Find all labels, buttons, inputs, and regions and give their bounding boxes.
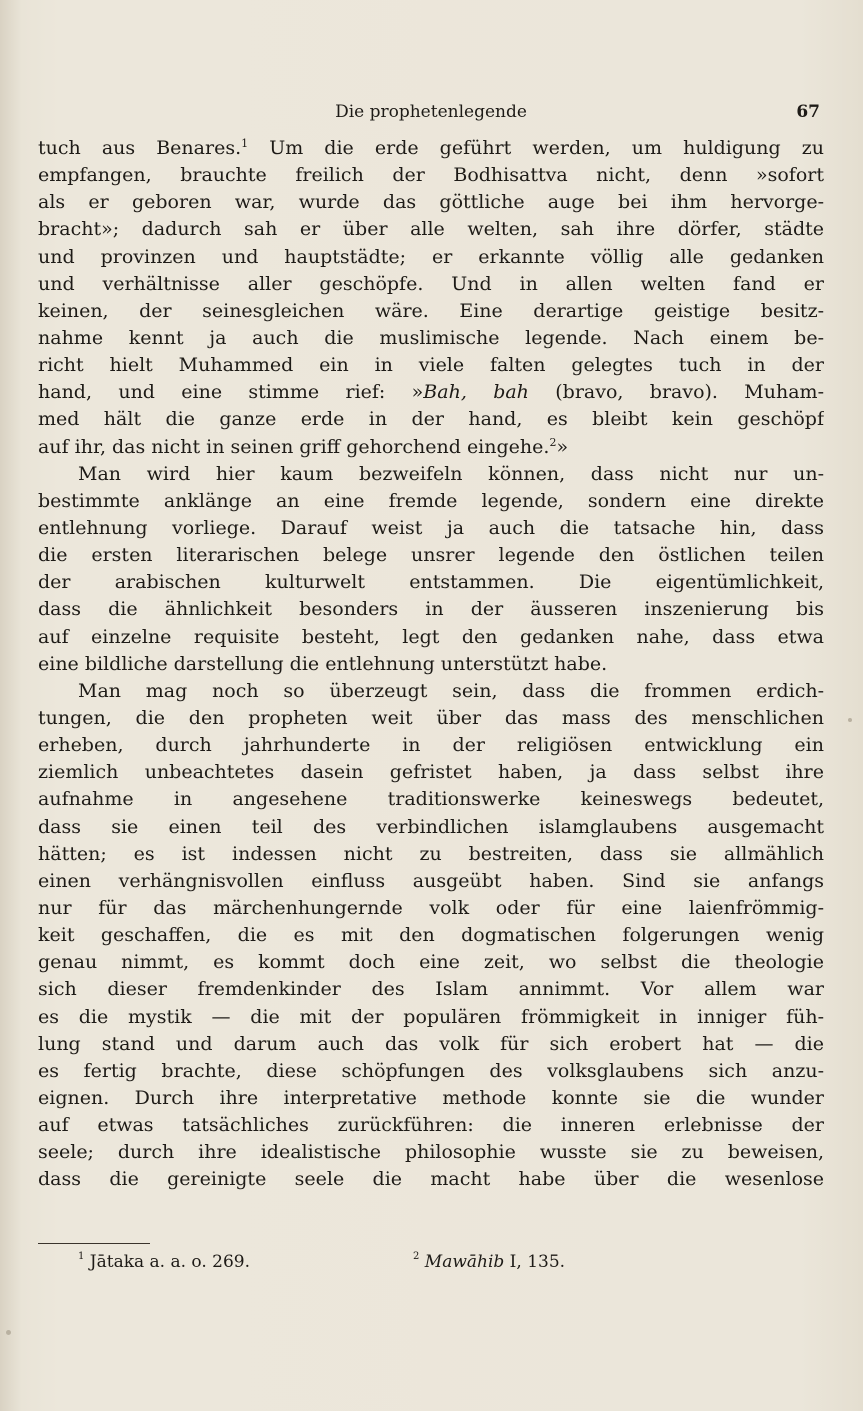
text-line: keit geschaffen, die es mit den dogmatischen folgerungen wenig xyxy=(38,924,824,947)
text-line: auf ihr, das nicht in seinen griff gehorchend eingehe.$^2$» xyxy=(38,435,569,458)
text-line: hand, und eine stimme rief: »Bah, bah (bravo, bravo). Muham- xyxy=(38,381,824,404)
footnote-ref-1: 1 xyxy=(241,137,249,150)
page-number: 67 xyxy=(796,102,820,122)
paper-speck xyxy=(848,718,852,722)
text-line: genau nimmt, es kommt doch eine zeit, wo selbst die theologie xyxy=(38,951,824,974)
text-line: eignen. Durch ihre interpretative methode konnte sie die wunder xyxy=(38,1086,824,1109)
text-line: bestimmte anklänge an eine fremde legende, sondern eine direkte xyxy=(38,489,824,512)
text-line: hätten; es ist indessen nicht zu bestreiten, dass sie allmählich xyxy=(38,842,824,865)
text-line: nur für das märchenhungernde volk oder für eine laienfrömmig- xyxy=(38,896,824,919)
text-line: eine bildliche darstellung die entlehnung unterstützt habe. xyxy=(38,652,608,675)
text-line: med hält die ganze erde in der hand, es bleibt kein geschöpf xyxy=(38,408,824,431)
text-line: als er geboren war, wurde das göttliche auge bei ihm hervorge- xyxy=(38,191,824,214)
text-line: entlehnung vorliege. Darauf weist ja auch die tatsache hin, dass xyxy=(38,516,824,539)
paragraph-start: Man wird hier kaum bezweifeln können, dass nicht nur un- xyxy=(78,462,824,485)
text-line: es fertig brachte, diese schöpfungen des volksglaubens sich anzu- xyxy=(38,1059,824,1082)
text-line: lung stand und darum auch das volk für sich erobert hat — die xyxy=(38,1032,824,1055)
text-line: auf etwas tatsächliches zurückführen: die inneren erlebnisse der xyxy=(38,1114,824,1137)
text-line: dass die gereinigte seele die macht habe über die wesenlose xyxy=(38,1168,824,1191)
footnote-2: $^2$ Mawāhib I, 135. xyxy=(413,1251,566,1272)
running-title: Die prophetenlegende xyxy=(335,102,527,122)
text-line: tuch aus Benares.$^1$ Um die erde geführt werden, um huldigung zu xyxy=(38,137,824,159)
text-line: es die mystik — die mit der populären frömmigkeit in inniger füh- xyxy=(38,1005,824,1028)
text-line: und provinzen und hauptstädte; er erkannte völlig alle gedanken xyxy=(38,245,824,268)
text-line: dass sie einen teil des verbindlichen islamglaubens ausgemacht xyxy=(38,815,824,838)
text-line: nahme kennt ja auch die muslimische legende. Nach einem be- xyxy=(38,326,824,349)
text-line: empfangen, brauchte freilich der Bodhisattva nicht, denn »sofort xyxy=(38,164,824,187)
body-text xyxy=(38,135,824,1193)
footnote-1: $^1$ Jātaka a. a. o. 269. xyxy=(78,1251,251,1272)
text-line: einen verhängnisvollen einfluss ausgeübt haben. Sind sie anfangs xyxy=(38,869,824,892)
text-line: dass die ähnlichkeit besonders in der äusseren inszenierung bis xyxy=(38,598,824,621)
text-line: und verhältnisse aller geschöpfe. Und in allen welten fand er xyxy=(38,272,824,295)
text-line: aufnahme in angesehene traditionswerke keineswegs bedeutet, xyxy=(38,788,824,811)
text-line: erheben, durch jahrhunderte in der religiösen entwicklung ein xyxy=(38,734,824,757)
paragraph-start: Man mag noch so überzeugt sein, dass die frommen erdich- xyxy=(78,679,824,702)
text-line: tungen, die den propheten weit über das mass des menschlichen xyxy=(38,706,824,729)
text-line: keinen, der seinesgleichen wäre. Eine derartige geistige besitz- xyxy=(38,299,824,322)
footnote-ref-2: 2 xyxy=(549,435,557,449)
text-line: seele; durch ihre idealistische philosophie wusste sie zu beweisen, xyxy=(38,1141,824,1164)
paper-speck xyxy=(6,1330,11,1335)
text-line: der arabischen kulturwelt entstammen. Die eigentümlichkeit, xyxy=(38,571,824,594)
text-line: die ersten literarischen belege unsrer legende den östlichen teilen xyxy=(38,544,824,567)
text-line: sich dieser fremdenkinder des Islam annimmt. Vor allem war xyxy=(38,978,824,1001)
footnote-divider xyxy=(38,1243,150,1244)
text-line: ziemlich unbeachtetes dasein gefristet haben, ja dass selbst ihre xyxy=(38,761,824,784)
italic-term: Bah, bah xyxy=(423,381,529,404)
text-line: auf einzelne requisite besteht, legt den gedanken nahe, dass etwa xyxy=(38,625,824,648)
text-line: bracht»; dadurch sah er über alle welten, sah ihre dörfer, städte xyxy=(38,218,824,241)
page-header xyxy=(40,100,822,124)
text-line: richt hielt Muhammed ein in viele falten gelegtes tuch in der xyxy=(38,354,824,377)
footnotes xyxy=(78,1248,798,1276)
